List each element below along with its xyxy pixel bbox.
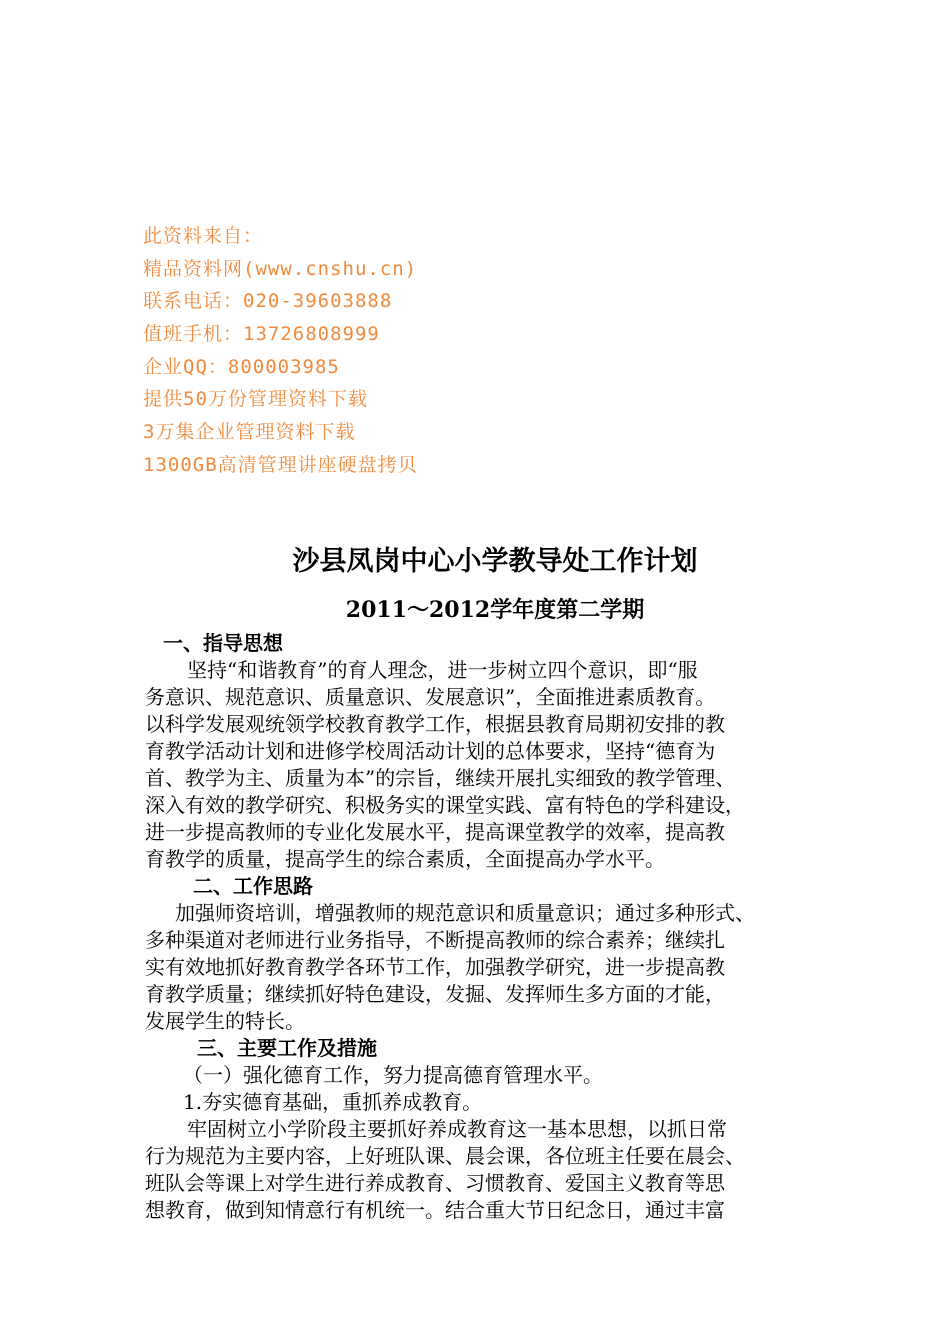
promo-line: 企业QQ：800003985	[143, 355, 340, 378]
section-heading: 一、指导思想	[163, 631, 283, 655]
paragraph-line: 加强师资培训，增强教师的规范意识和质量意识；通过多种形式、	[175, 901, 755, 925]
paragraph-line: 务意识、规范意识、质量意识、发展意识”，全面推进素质教育。	[145, 685, 716, 709]
document-subtitle: 2011～2012学年度第二学期	[345, 597, 645, 623]
section-heading: 二、工作思路	[193, 874, 313, 898]
promo-line: 精品资料网(www.cnshu.cn)	[143, 257, 418, 280]
section-heading: 三、主要工作及措施	[197, 1036, 377, 1060]
promo-line: 1300GB高清管理讲座硬盘拷贝	[143, 453, 418, 476]
paragraph-line: 发展学生的特长。	[145, 1009, 305, 1033]
paragraph-line: 育教学的质量，提高学生的综合素质，全面提高办学水平。	[145, 847, 665, 871]
promo-line: 此资料来自：	[143, 225, 264, 247]
paragraph-line: 育教学活动计划和进修学校周活动计划的总体要求，坚持“德育为	[145, 739, 716, 763]
paragraph-line: 班队会等课上对学生进行养成教育、习惯教育、爱国主义教育等思	[145, 1171, 725, 1195]
paragraph-line: 深入有效的教学研究、积极务实的课堂实践、富有特色的学科建设，	[145, 793, 745, 817]
paragraph-line: 以科学发展观统领学校教育教学工作，根据县教育局期初安排的教	[145, 712, 725, 736]
paragraph-line: 首、教学为主、质量为本”的宗旨，继续开展扎实细致的教学管理、	[145, 766, 736, 790]
paragraph-line: 进一步提高教师的专业化发展水平，提高课堂教学的效率，提高教	[145, 820, 725, 844]
promo-line: 3万集企业管理资料下载	[143, 421, 356, 444]
subsection-heading: （一）强化德育工作，努力提高德育管理水平。	[183, 1063, 603, 1087]
paragraph-line: 实有效地抓好教育教学各环节工作，加强教学研究，进一步提高教	[145, 955, 725, 979]
paragraph-line: 育教学质量；继续抓好特色建设，发掘、发挥师生多方面的才能，	[145, 982, 725, 1006]
item-heading: 1.夯实德育基础，重抓养成教育。	[183, 1090, 483, 1114]
promo-line: 值班手机：13726808999	[143, 323, 380, 346]
paragraph-line: 多种渠道对老师进行业务指导，不断提高教师的综合素养；继续扎	[145, 928, 725, 952]
promo-block	[143, 220, 418, 482]
paragraph-line: 坚持“和谐教育”的育人理念，进一步树立四个意识，即“服	[187, 658, 698, 682]
promo-line: 提供50万份管理资料下载	[143, 388, 368, 411]
paragraph-line: 行为规范为主要内容，上好班队课、晨会课，各位班主任要在晨会、	[145, 1144, 745, 1168]
document-title: 沙县凤岗中心小学教导处工作计划	[292, 546, 698, 577]
paragraph-line: 想教育，做到知情意行有机统一。结合重大节日纪念日，通过丰富	[145, 1198, 725, 1222]
promo-line: 联系电话：020-39603888	[143, 290, 393, 313]
document-body	[145, 540, 825, 1224]
paragraph-line: 牢固树立小学阶段主要抓好养成教育这一基本思想，以抓日常	[187, 1117, 727, 1141]
